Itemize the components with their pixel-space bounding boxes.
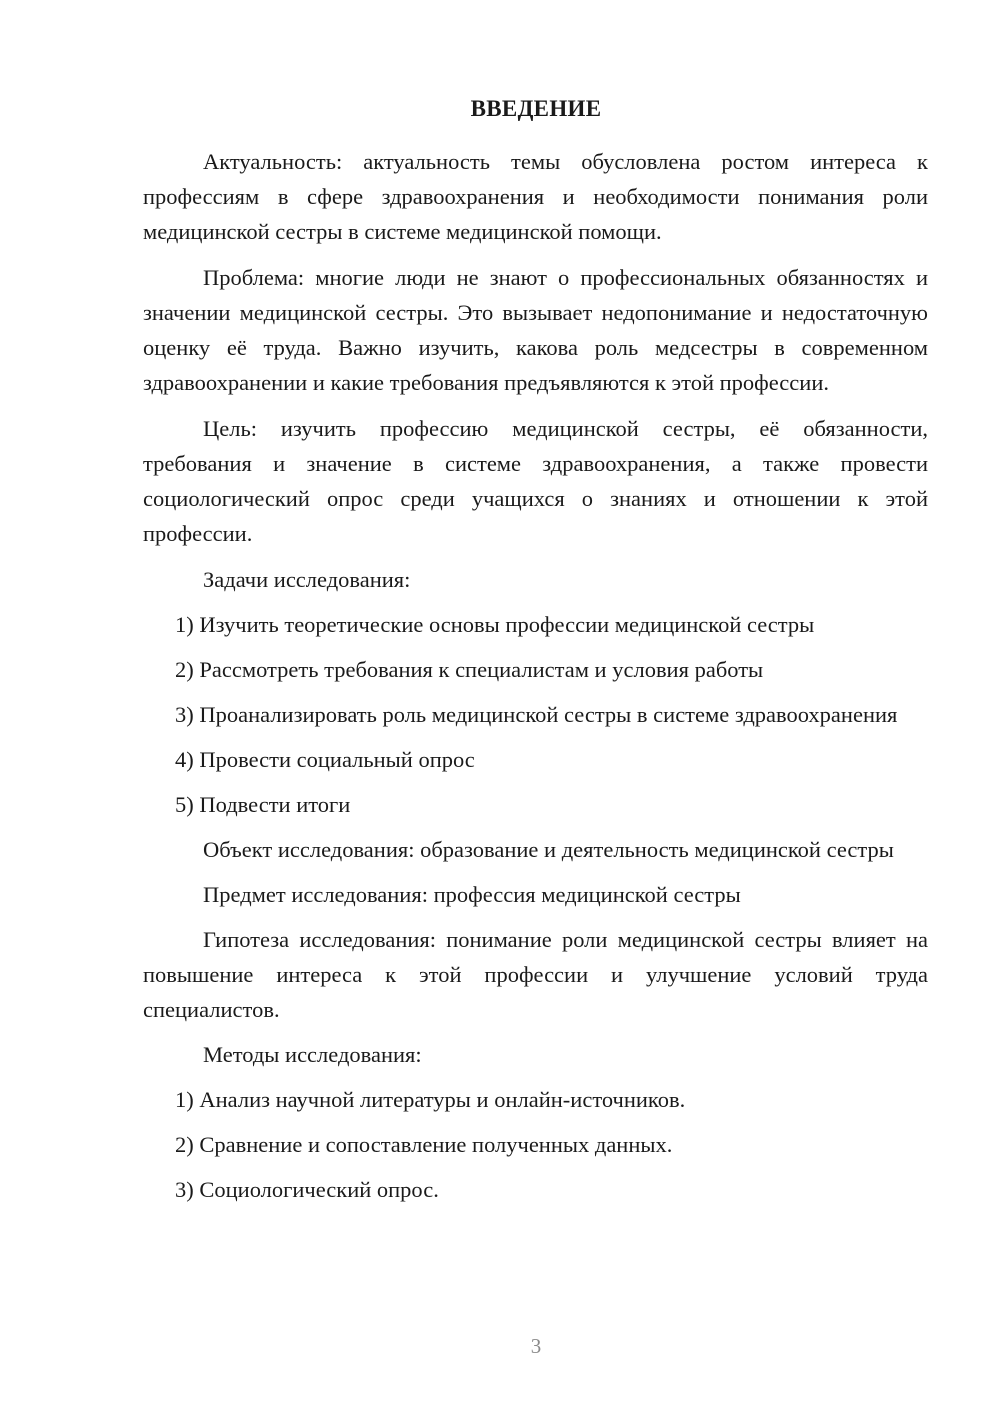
object-paragraph: Объект исследования: образование и деятельность медицинской сестры — [203, 837, 894, 862]
introduction-body — [143, 144, 928, 1207]
subject-paragraph: Предмет исследования: профессия медицинской сестры — [203, 882, 741, 907]
methods-heading: Методы исследования: — [203, 1042, 422, 1067]
task-item: 4) Провести социальный опрос — [175, 747, 475, 772]
method-item: 3) Социологический опрос. — [175, 1177, 439, 1202]
relevance-paragraph: Актуальность: актуальность темы обусловлена ростом интереса к профессиям в сфере здравоохранения и необходимости понимания роли медицинской сестры в системе медицинской помощи. — [143, 149, 928, 244]
hypothesis-paragraph: Гипотеза исследования: понимание роли медицинской сестры влияет на повышение интереса к этой профессии и улучшение условий труда специалистов. — [143, 927, 928, 1022]
method-item: 2) Сравнение и сопоставление полученных данных. — [175, 1132, 673, 1157]
methods-list — [143, 1082, 928, 1207]
task-item: 2) Рассмотреть требования к специалистам и условия работы — [175, 657, 764, 682]
page-number: 3 — [530, 1334, 542, 1358]
method-item: 1) Анализ научной литературы и онлайн-источников. — [175, 1087, 686, 1112]
task-item: 5) Подвести итоги — [175, 792, 351, 817]
task-item: 1) Изучить теоретические основы профессии медицинской сестры — [175, 612, 815, 637]
problem-paragraph: Проблема: многие люди не знают о профессиональных обязанностях и значении медицинской сестры. Это вызывает недопонимание и недостаточную оценку её труда. Важно изучить, какова роль медсестры в современном здравоохранении и какие требования предъявляются к этой профессии. — [143, 265, 928, 395]
tasks-heading: Задачи исследования: — [203, 567, 411, 592]
page-title: ВВЕДЕНИЕ — [470, 96, 602, 121]
goal-paragraph: Цель: изучить профессию медицинской сестры, её обязанности, требования и значение в системе здравоохранения, а также провести социологический опрос среди учащихся о знаниях и отношении к этой профессии. — [143, 416, 928, 546]
task-item: 3) Проанализировать роль медицинской сестры в системе здравоохранения — [175, 702, 898, 727]
tasks-list — [143, 607, 928, 822]
